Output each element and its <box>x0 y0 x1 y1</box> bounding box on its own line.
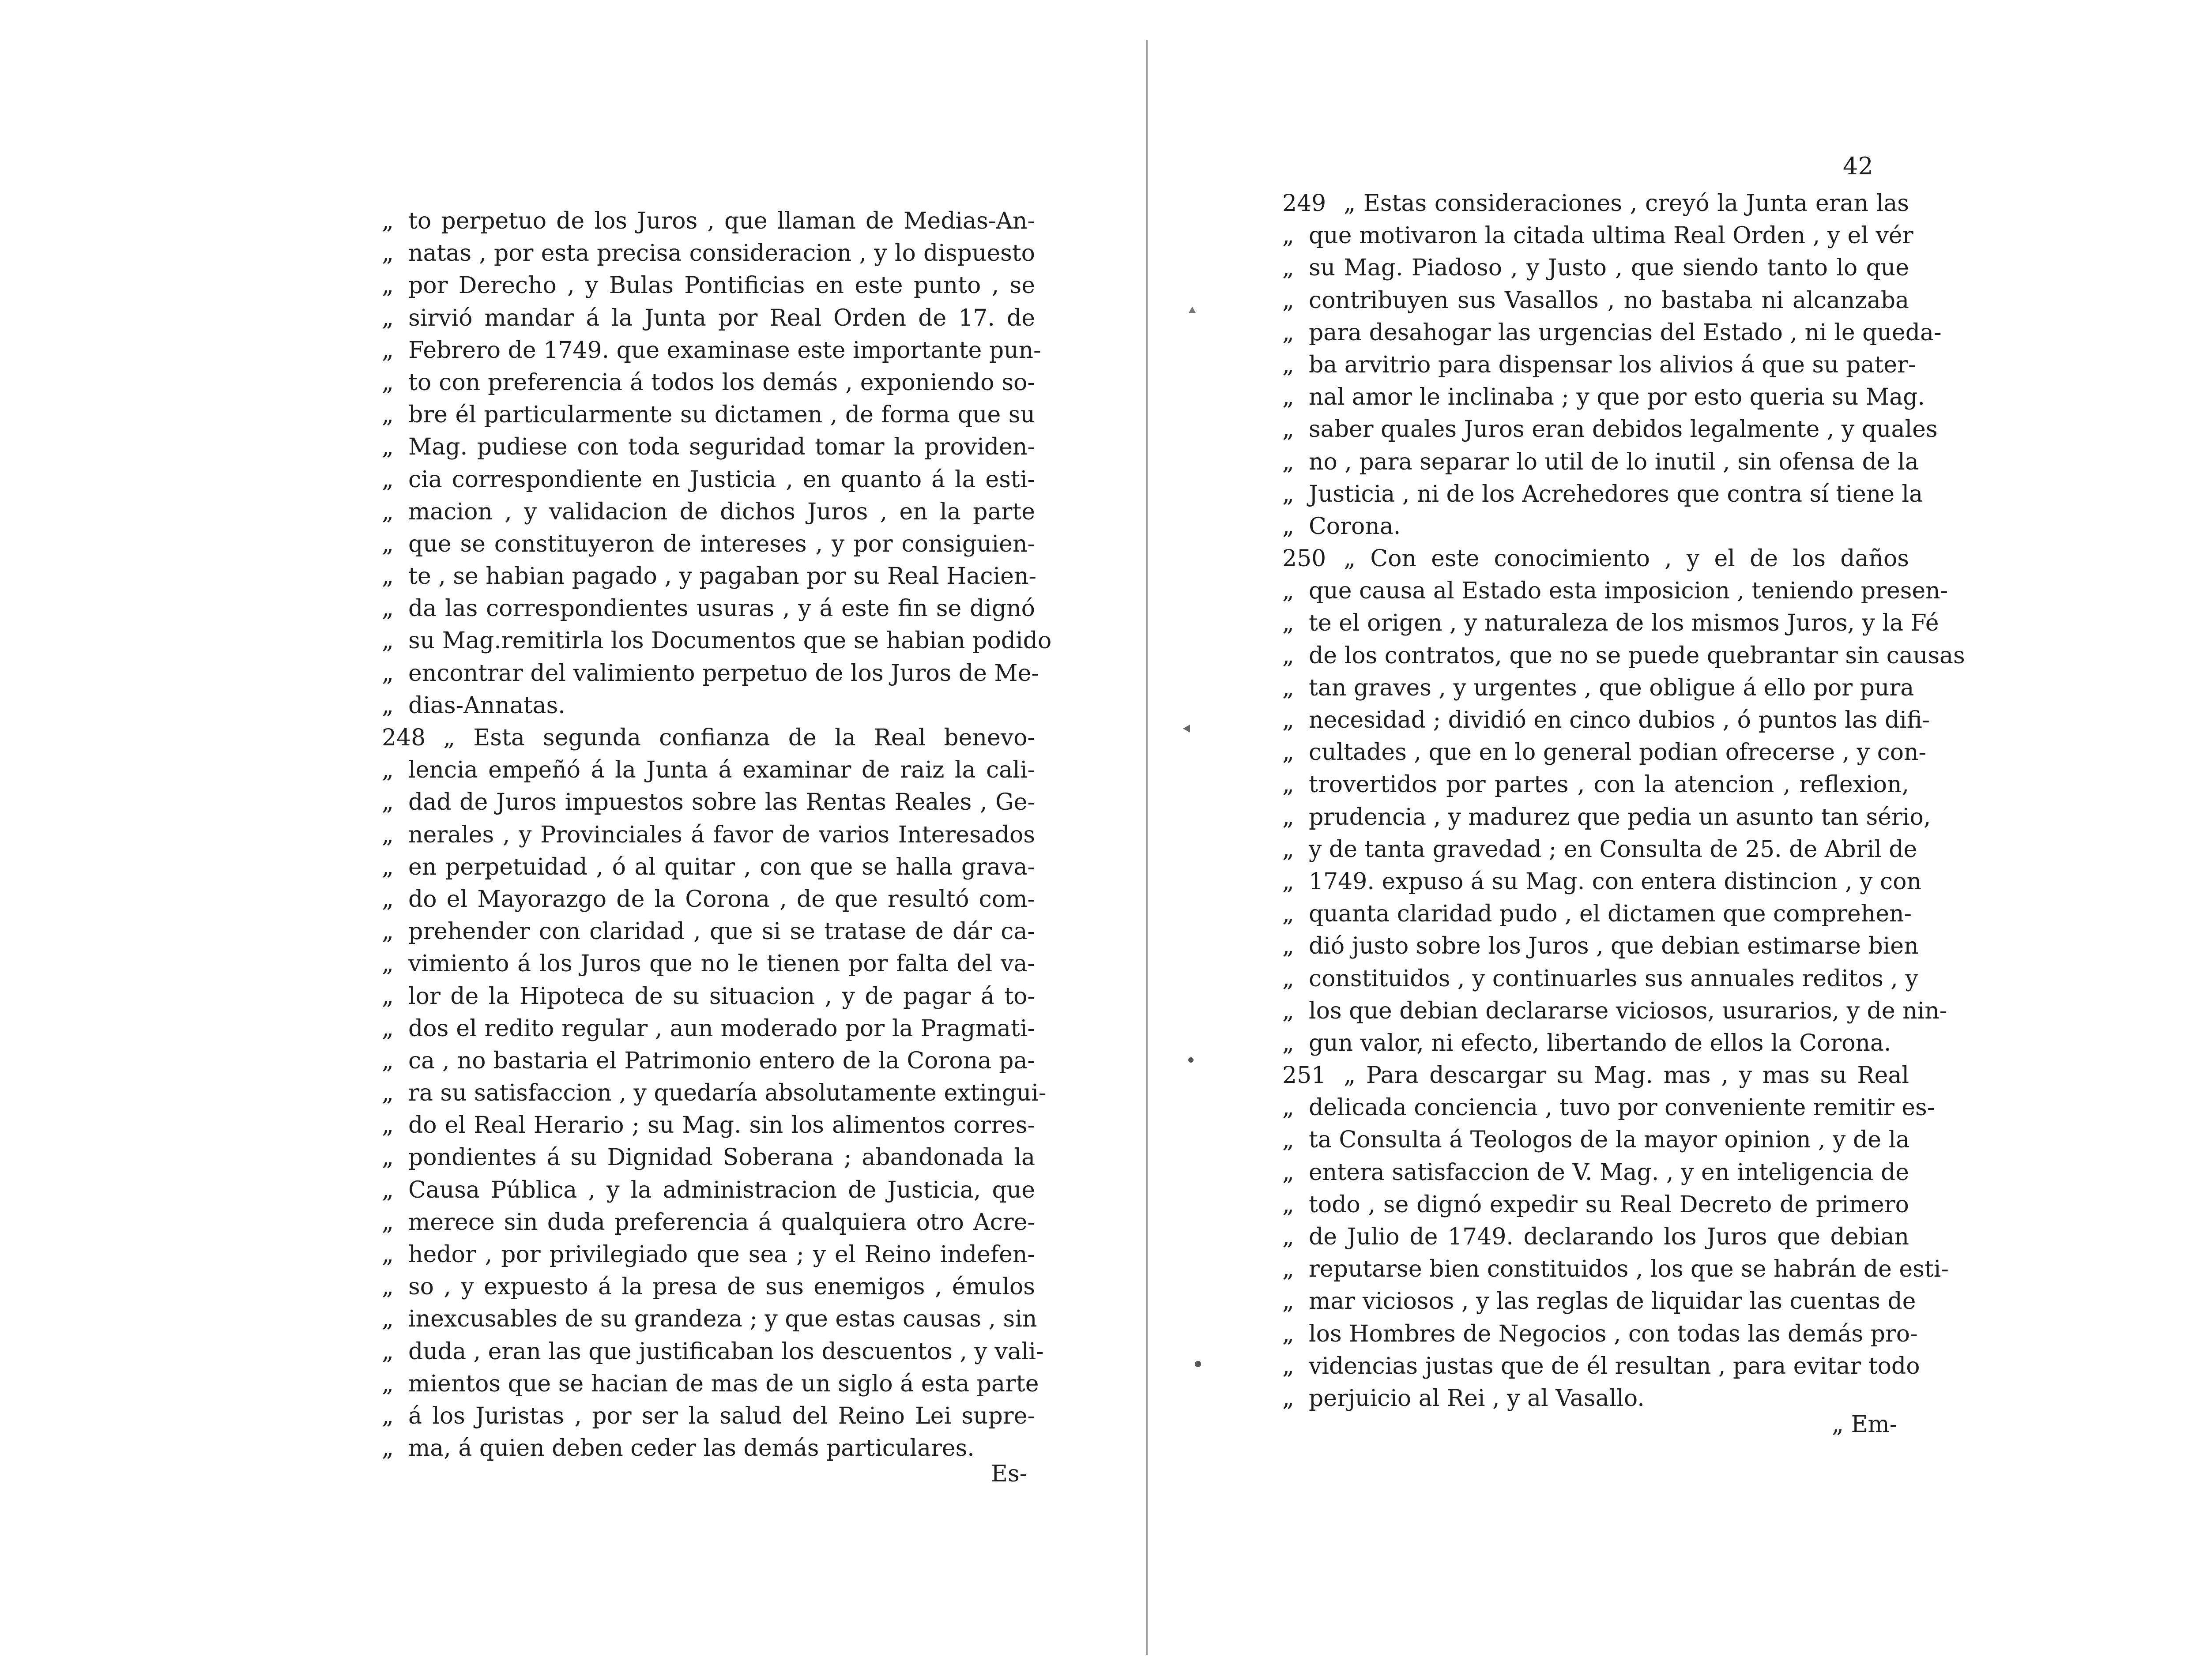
text-line <box>382 464 1035 496</box>
quote-mark: „ <box>1282 1094 1294 1121</box>
text-line <box>382 883 1035 916</box>
right-text-column <box>1282 188 1965 1415</box>
text-line <box>1282 640 1965 672</box>
line-text: nerales , y Provinciales á favor de varios Interesados <box>408 821 1035 848</box>
line-text: para desahogar las urgencias del Estado , ni le queda- <box>1309 319 1942 346</box>
line-text: mar viciosos , y las reglas de liquidar las cuentas de <box>1309 1288 1916 1315</box>
text-line <box>382 399 1035 431</box>
text-line <box>382 754 1035 786</box>
quote-mark: „ <box>382 402 394 428</box>
text-line <box>382 1400 1035 1432</box>
quote-mark: „ <box>382 466 394 493</box>
text-line <box>1282 672 1914 704</box>
text-line <box>382 786 1035 819</box>
quote-mark: „ <box>382 595 394 622</box>
line-text: te , se habian pagado , y pagaban por su Real Hacien- <box>408 563 1036 590</box>
quote-mark: „ <box>1282 319 1294 346</box>
line-text: cia correspondiente en Justicia , en quanto á la esti- <box>408 466 1035 493</box>
line-text: lencia empeñó á la Junta á examinar de raiz la cali- <box>408 757 1035 784</box>
quote-mark: „ <box>1282 836 1294 863</box>
line-text: dias-Annatas. <box>408 692 565 719</box>
line-text: quanta claridad pudo , el dictamen que comprehen- <box>1309 901 1912 928</box>
text-line <box>1282 317 1942 349</box>
quote-mark: „ <box>382 1112 394 1139</box>
text-line <box>382 431 1035 463</box>
text-line <box>382 948 1035 980</box>
line-text: en perpetuidad , ó al quitar , con que se halla grava- <box>408 853 1035 880</box>
line-text: „ Esta segunda confianza de la Real benevo- <box>443 725 1035 751</box>
text-line <box>1282 543 1909 575</box>
text-line <box>382 1206 1035 1239</box>
line-text: su Mag. Piadoso , y Justo , que siendo tanto lo que <box>1309 255 1909 282</box>
line-text: so , y expuesto á la presa de sus enemigos , émulos <box>408 1274 1035 1300</box>
text-line <box>382 205 1035 237</box>
text-line <box>382 1368 1039 1400</box>
left-text-column <box>382 205 1052 1465</box>
line-text: ma, á quien deben ceder las demás particulares. <box>408 1435 975 1462</box>
margin-mark-up <box>1189 307 1196 313</box>
line-text: de Julio de 1749. declarando los Juros que debian <box>1309 1224 1909 1250</box>
text-line <box>382 1303 1035 1335</box>
margin-dot <box>1195 1361 1201 1367</box>
line-text: da las correspondientes usuras , y á este fin se dignó <box>408 595 1035 622</box>
line-text: dió justo sobre los Juros , que debian estimarse bien <box>1309 933 1919 960</box>
quote-mark: „ <box>1282 1224 1294 1250</box>
line-text: macion , y validacion de dichos Juros , en la parte <box>408 498 1035 525</box>
text-line <box>1282 995 1947 1027</box>
text-line <box>1282 704 1930 737</box>
quote-mark: „ <box>1282 739 1294 766</box>
text-line <box>382 1239 1035 1271</box>
paragraph-number: 249 <box>1282 190 1326 217</box>
quote-mark: „ <box>1282 1159 1294 1186</box>
quote-mark: „ <box>1282 1385 1294 1412</box>
line-text: videncias justas que de él resultan , para evitar todo <box>1309 1353 1920 1379</box>
quote-mark: „ <box>382 628 394 654</box>
text-line <box>382 658 1039 690</box>
text-line <box>382 851 1035 883</box>
text-line <box>1282 1285 1916 1318</box>
quote-mark: „ <box>1282 351 1294 378</box>
line-text: lor de la Hipoteca de su situacion , y de pagar á to- <box>408 983 1035 1010</box>
text-line <box>1282 1092 1935 1124</box>
quote-mark: „ <box>1282 1030 1294 1056</box>
quote-mark: „ <box>382 563 394 590</box>
quote-mark: „ <box>382 434 394 461</box>
line-text: 1749. expuso á su Mag. con entera distincion , y con <box>1309 868 1921 895</box>
text-line <box>1282 446 1919 478</box>
text-line <box>382 625 1052 657</box>
line-text: merece sin duda preferencia á qualquiera otro Acre- <box>408 1209 1035 1236</box>
line-text: pondientes á su Dignidad Soberana ; abandonada la <box>408 1144 1035 1171</box>
text-line <box>1282 1124 1909 1156</box>
text-line <box>382 916 1035 948</box>
line-text: dad de Juros impuestos sobre las Rentas Reales , Ge- <box>408 789 1035 816</box>
text-line <box>1282 607 1939 639</box>
text-line <box>1282 769 1909 801</box>
quote-mark: „ <box>382 983 394 1010</box>
quote-mark: „ <box>382 757 394 784</box>
text-line <box>382 270 1035 302</box>
quote-mark: „ <box>1282 416 1294 443</box>
quote-mark: „ <box>382 660 394 687</box>
line-text: „ Para descargar su Mag. mas , y mas su Real <box>1344 1062 1909 1089</box>
line-text: saber quales Juros eran debidos legalmente , y quales <box>1309 416 1938 443</box>
line-text: duda , eran las que justificaban los descuentos , y vali- <box>408 1338 1044 1365</box>
line-text: Causa Pública , y la administracion de Justicia, que <box>408 1176 1035 1203</box>
text-line <box>1282 1027 1909 1060</box>
quote-mark: „ <box>1282 287 1294 314</box>
text-line <box>1282 478 1923 511</box>
text-line <box>382 1432 1035 1465</box>
text-line <box>1282 866 1921 898</box>
text-line <box>382 981 1035 1013</box>
text-line <box>1282 220 1913 252</box>
quote-mark: „ <box>1282 1127 1294 1154</box>
line-text: gun valor, ni efecto, libertando de ellos la Corona. <box>1309 1030 1891 1056</box>
text-line <box>1282 1189 1909 1221</box>
margin-dot <box>1188 1057 1194 1063</box>
paragraph-number: 251 <box>1282 1062 1326 1089</box>
text-line <box>382 528 1035 560</box>
quote-mark: „ <box>382 1144 394 1171</box>
quote-mark: „ <box>1282 804 1294 831</box>
quote-mark: „ <box>1282 513 1294 540</box>
quote-mark: „ <box>1282 707 1294 733</box>
text-line <box>1282 252 1909 284</box>
quote-mark: „ <box>1282 901 1294 928</box>
line-text: delicada conciencia , tuvo por conveniente remitir es- <box>1309 1094 1935 1121</box>
text-line <box>382 1109 1035 1142</box>
text-line <box>382 819 1035 851</box>
line-text: dos el redito regular , aun moderado por la Pragmati- <box>408 1015 1035 1042</box>
quote-mark: „ <box>382 1047 394 1074</box>
text-line <box>1282 1318 1918 1350</box>
line-text: ta Consulta á Teologos de la mayor opinion , y de la <box>1309 1127 1910 1154</box>
text-line <box>1282 285 1909 317</box>
quote-mark: „ <box>1282 1288 1294 1315</box>
line-text: ra su satisfaccion , y quedaría absolutamente extingui- <box>408 1080 1047 1107</box>
line-text: no , para separar lo util de lo inutil , sin ofensa de la <box>1309 448 1919 475</box>
quote-mark: „ <box>1282 642 1294 669</box>
quote-mark: „ <box>382 1370 394 1397</box>
line-text: constituidos , y continuarles sus annuales reditos , y <box>1309 965 1918 992</box>
line-text: á los Juristas , por ser la salud del Reino Lei supre- <box>408 1402 1035 1429</box>
quote-mark: „ <box>1282 771 1294 798</box>
text-line <box>382 302 1035 334</box>
quote-mark: „ <box>1282 384 1294 411</box>
text-line <box>1282 1157 1909 1189</box>
quote-mark: „ <box>382 369 394 396</box>
page-number: 42 <box>1843 152 1873 180</box>
quote-mark: „ <box>382 886 394 913</box>
line-text: trovertidos por partes , con la atencion , reflexion, <box>1309 771 1909 798</box>
line-text: inexcusables de su grandeza ; y que estas causas , sin <box>408 1306 1037 1333</box>
text-line <box>1282 1383 1909 1415</box>
text-line <box>1282 511 1909 543</box>
text-line <box>1282 1221 1909 1253</box>
line-text: contribuyen sus Vasallos , no bastaba ni alcanzaba <box>1309 287 1909 314</box>
quote-mark: „ <box>1282 1256 1294 1283</box>
quote-mark: „ <box>382 821 394 848</box>
text-line <box>1282 381 1925 413</box>
quote-mark: „ <box>1282 448 1294 475</box>
text-line <box>382 722 1035 754</box>
quote-mark: „ <box>382 1241 394 1268</box>
text-line <box>382 1142 1035 1174</box>
line-text: perjuicio al Rei , y al Vasallo. <box>1309 1385 1645 1412</box>
line-text: prudencia , y madurez que pedia un asunto tan sério, <box>1309 804 1931 831</box>
line-text: bre él particularmente su dictamen , de forma que su <box>408 402 1035 428</box>
line-text: „ Con este conocimiento , y el de los daños <box>1344 545 1909 572</box>
line-text: que motivaron la citada ultima Real Orden , y el vér <box>1309 222 1913 249</box>
text-line <box>1282 1060 1909 1092</box>
text-line <box>1282 737 1927 769</box>
text-line <box>382 1077 1047 1109</box>
quote-mark: „ <box>382 530 394 557</box>
line-text: Mag. pudiese con toda seguridad tomar la providen- <box>408 434 1035 461</box>
left-catchword: Es- <box>991 1461 1028 1487</box>
quote-mark: „ <box>382 1435 394 1462</box>
line-text: que se constituyeron de intereses , y por consiguien- <box>408 530 1035 557</box>
text-line <box>382 593 1035 625</box>
text-line <box>1282 188 1909 220</box>
text-line <box>1282 963 1918 995</box>
line-text: do el Mayorazgo de la Corona , de que resultó com- <box>408 886 1035 913</box>
paragraph-number: 250 <box>1282 545 1326 572</box>
quote-mark: „ <box>1282 997 1294 1024</box>
quote-mark: „ <box>1282 222 1294 249</box>
quote-mark: „ <box>382 498 394 525</box>
line-text: los Hombres de Negocios , con todas las demás pro- <box>1309 1320 1918 1347</box>
quote-mark: „ <box>382 853 394 880</box>
text-line <box>382 237 1035 270</box>
quote-mark: „ <box>1282 1191 1294 1218</box>
quote-mark: „ <box>382 789 394 816</box>
line-text: de los contratos, que no se puede quebrantar sin causas <box>1309 642 1965 669</box>
text-line <box>382 1013 1035 1045</box>
quote-mark: „ <box>382 1015 394 1042</box>
line-text: por Derecho , y Bulas Pontificias en este punto , se <box>408 272 1035 299</box>
quote-mark: „ <box>1282 610 1294 637</box>
line-text: hedor , por privilegiado que sea ; y el Reino indefen- <box>408 1241 1035 1268</box>
text-line <box>1282 898 1912 930</box>
text-line <box>1282 575 1948 607</box>
quote-mark: „ <box>382 1402 394 1429</box>
quote-mark: „ <box>1282 1320 1294 1347</box>
line-text: Febrero de 1749. que examinase este importante pun- <box>408 337 1041 364</box>
quote-mark: „ <box>1282 578 1294 605</box>
line-text: nal amor le inclinaba ; y que por esto queria su Mag. <box>1309 384 1925 411</box>
quote-mark: „ <box>1282 255 1294 282</box>
quote-mark: „ <box>382 337 394 364</box>
line-text: Corona. <box>1309 513 1401 540</box>
line-text: „ Estas consideraciones , creyó la Junta eran las <box>1344 190 1909 217</box>
quote-mark: „ <box>382 240 394 267</box>
line-text: reputarse bien constituidos , los que se habrán de esti- <box>1309 1256 1949 1283</box>
line-text: y de tanta gravedad ; en Consulta de 25. de Abril de <box>1309 836 1917 863</box>
text-line <box>382 1045 1035 1077</box>
text-line <box>382 367 1035 399</box>
text-line <box>1282 349 1916 381</box>
quote-mark: „ <box>382 272 394 299</box>
text-line <box>382 560 1035 593</box>
line-text: to perpetuo de los Juros , que llaman de Medias-An- <box>408 208 1035 234</box>
text-line <box>382 334 1041 367</box>
line-text: necesidad ; dividió en cinco dubios , ó puntos las difi- <box>1309 707 1930 733</box>
line-text: entera satisfaccion de V. Mag. , y en inteligencia de <box>1309 1159 1909 1186</box>
quote-mark: „ <box>382 1306 394 1333</box>
text-line <box>1282 1350 1920 1383</box>
quote-mark: „ <box>382 1209 394 1236</box>
quote-mark: „ <box>382 208 394 234</box>
quote-mark: „ <box>382 1338 394 1365</box>
quote-mark: „ <box>1282 965 1294 992</box>
quote-mark: „ <box>1282 868 1294 895</box>
line-text: do el Real Herario ; su Mag. sin los alimentos corres- <box>408 1112 1035 1139</box>
quote-mark: „ <box>1282 481 1294 507</box>
line-text: natas , por esta precisa consideracion , y lo dispuesto <box>408 240 1035 267</box>
text-line <box>382 1271 1035 1303</box>
line-text: te el origen , y naturaleza de los mismos Juros, y la Fé <box>1309 610 1939 637</box>
paragraph-number: 248 <box>382 725 426 751</box>
line-text: to con preferencia á todos los demás , exponiendo so- <box>408 369 1035 396</box>
line-text: su Mag.remitirla los Documentos que se habian podido <box>408 628 1052 654</box>
text-line <box>382 496 1035 528</box>
text-line <box>1282 930 1919 962</box>
text-line <box>382 690 1035 722</box>
quote-mark: „ <box>382 1274 394 1300</box>
line-text: ca , no bastaria el Patrimonio entero de la Corona pa- <box>408 1047 1035 1074</box>
line-text: mientos que se hacian de mas de un siglo á esta parte <box>408 1370 1039 1397</box>
quote-mark: „ <box>382 304 394 331</box>
quote-mark: „ <box>382 918 394 945</box>
line-text: que causa al Estado esta imposicion , teniendo presen- <box>1309 578 1948 605</box>
line-text: prehender con claridad , que si se tratase de dár ca- <box>408 918 1035 945</box>
line-text: sirvió mandar á la Junta por Real Orden de 17. de <box>408 304 1035 331</box>
line-text: todo , se dignó expedir su Real Decreto de primero <box>1309 1191 1909 1218</box>
quote-mark: „ <box>1282 933 1294 960</box>
text-line <box>1282 801 1931 834</box>
line-text: Justicia , ni de los Acrehedores que contra sí tiene la <box>1309 481 1923 507</box>
line-text: los que debian declararse viciosos, usurarios, y de nin- <box>1309 997 1947 1024</box>
line-text: vimiento á los Juros que no le tienen por falta del va- <box>408 951 1035 977</box>
text-line <box>1282 834 1917 866</box>
quote-mark: „ <box>382 692 394 719</box>
margin-mark-left <box>1183 725 1190 733</box>
quote-mark: „ <box>382 1176 394 1203</box>
text-line <box>382 1336 1044 1368</box>
quote-mark: „ <box>1282 1353 1294 1379</box>
quote-mark: „ <box>382 951 394 977</box>
text-line <box>1282 413 1938 446</box>
text-line <box>1282 1253 1949 1285</box>
right-catchword: „ Em- <box>1832 1411 1898 1438</box>
text-line <box>382 1174 1035 1206</box>
line-text: tan graves , y urgentes , que obligue á ello por pura <box>1309 674 1914 701</box>
line-text: cultades , que en lo general podian ofrecerse , y con- <box>1309 739 1927 766</box>
line-text: ba arvitrio para dispensar los alivios á que su pater- <box>1309 351 1916 378</box>
quote-mark: „ <box>382 1080 394 1107</box>
quote-mark: „ <box>1282 674 1294 701</box>
line-text: encontrar del valimiento perpetuo de los Juros de Me- <box>408 660 1039 687</box>
